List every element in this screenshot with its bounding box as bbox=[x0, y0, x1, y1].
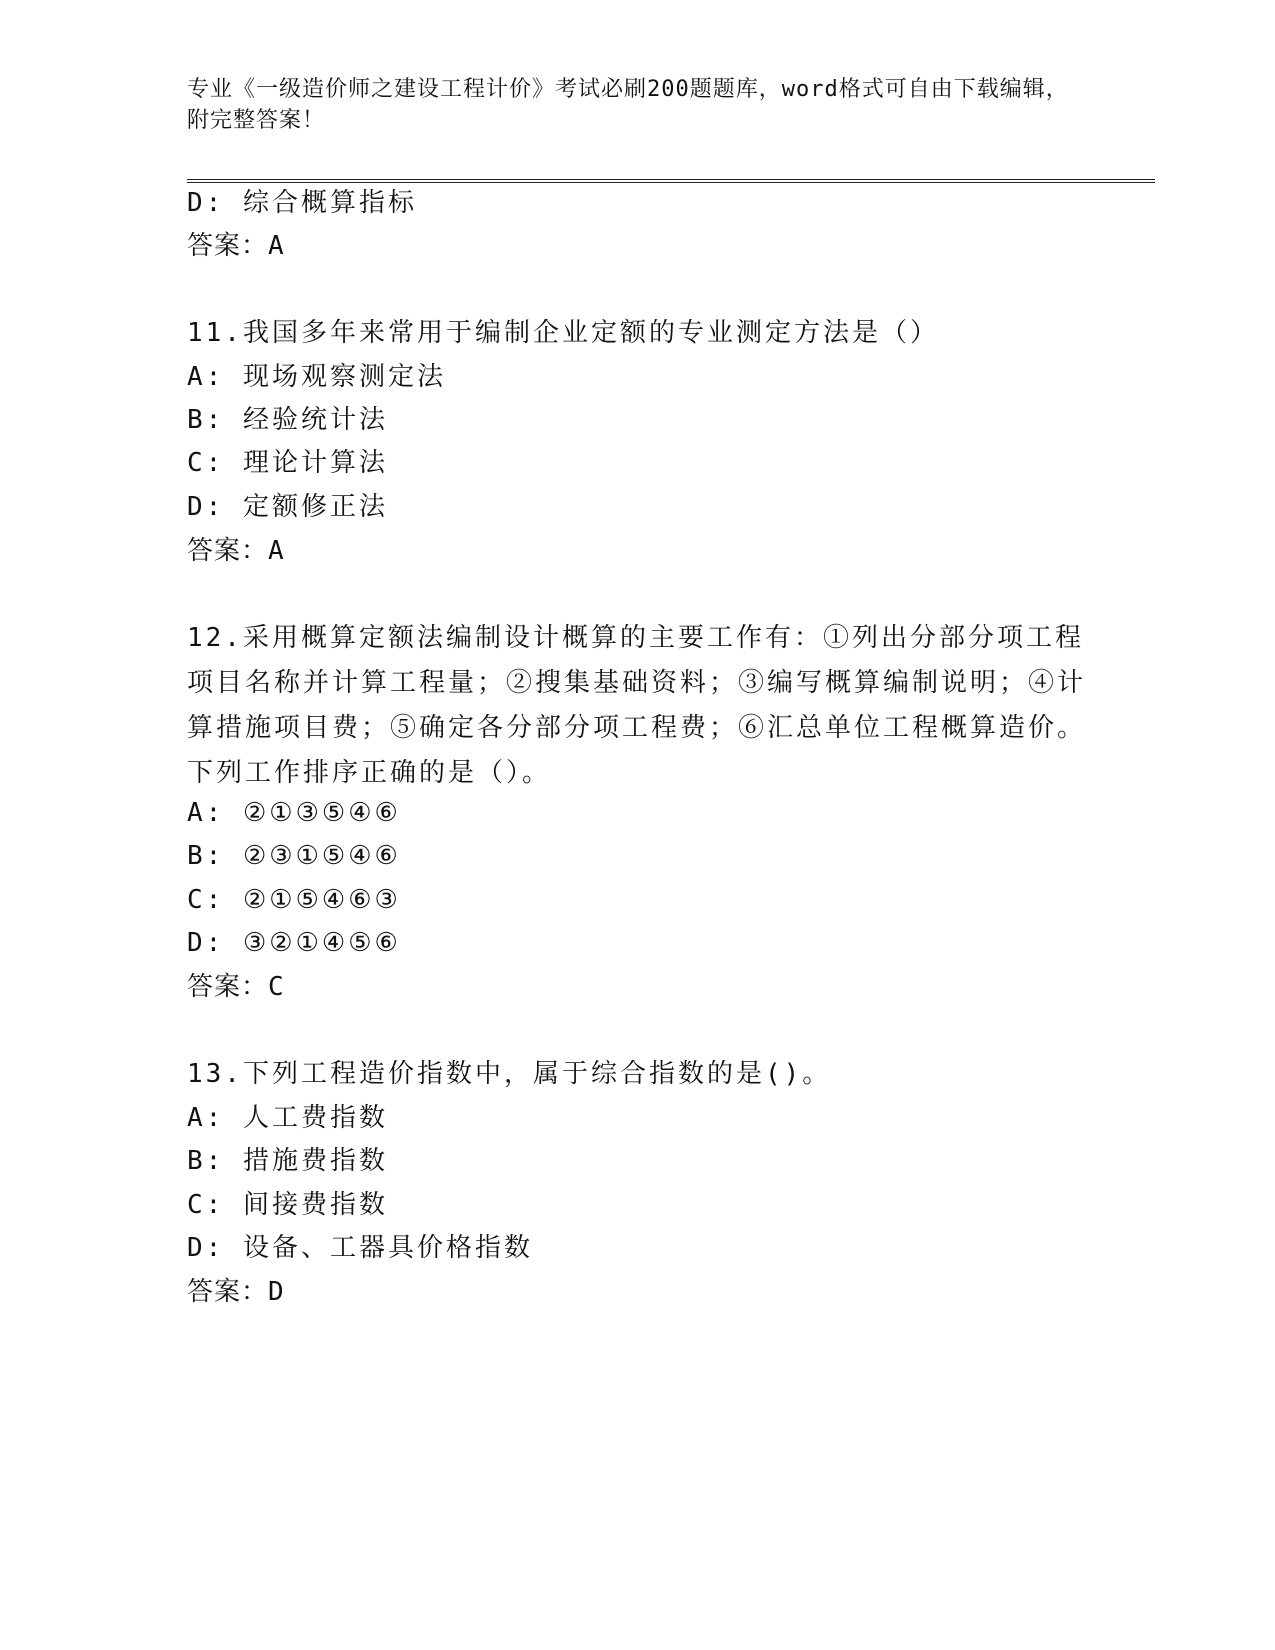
answer-label: 答案： bbox=[187, 972, 269, 1002]
q13-answer bbox=[187, 1277, 285, 1307]
answer-value: A bbox=[268, 536, 285, 566]
q12-option-b: B: ②③①⑤④⑥ bbox=[187, 841, 401, 871]
prev-answer bbox=[187, 231, 285, 261]
q11-answer bbox=[187, 536, 285, 566]
document-header: 专业《一级造价师之建设工程计价》考试必刷200题题库，word格式可自由下载编辑，附完整答案！ bbox=[187, 77, 1069, 133]
q13-option-b: B: 措施费指数 bbox=[187, 1146, 388, 1176]
answer-label: 答案： bbox=[187, 1277, 269, 1307]
prev-option-d: D: 综合概算指标 bbox=[187, 188, 417, 218]
q12-stem: 12.采用概算定额法编制设计概算的主要工作有：①列出分部分项工程项目名称并计算工程量；②搜集基础资料；③编写概算编制说明；④计算措施项目费；⑤确定各分部分项工程费；⑥汇总单位工程概算造价。下列工作排序正确的是（）。 bbox=[187, 623, 1087, 788]
q12-option-c: C: ②①⑤④⑥③ bbox=[187, 885, 401, 915]
q13-option-a: A: 人工费指数 bbox=[187, 1103, 388, 1133]
answer-value: C bbox=[268, 972, 285, 1002]
answer-value: A bbox=[268, 231, 285, 261]
q11-stem: 11.我国多年来常用于编制企业定额的专业测定方法是（） bbox=[187, 318, 939, 348]
q12-option-d: D: ③②①④⑤⑥ bbox=[187, 928, 401, 958]
q12-answer bbox=[187, 972, 285, 1002]
q13-stem: 13.下列工程造价指数中，属于综合指数的是()。 bbox=[187, 1059, 832, 1089]
q11-option-c: C: 理论计算法 bbox=[187, 448, 388, 478]
answer-value: D bbox=[268, 1277, 285, 1307]
answer-label: 答案： bbox=[187, 231, 269, 261]
q11-option-d: D: 定额修正法 bbox=[187, 492, 388, 522]
q12-option-a: A: ②①③⑤④⑥ bbox=[187, 798, 401, 828]
q11-option-a: A: 现场观察测定法 bbox=[187, 362, 446, 392]
answer-label: 答案： bbox=[187, 536, 269, 566]
q13-option-c: C: 间接费指数 bbox=[187, 1190, 388, 1220]
q13-option-d: D: 设备、工器具价格指数 bbox=[187, 1233, 533, 1263]
header-divider bbox=[187, 179, 1155, 183]
q11-option-b: B: 经验统计法 bbox=[187, 405, 388, 435]
